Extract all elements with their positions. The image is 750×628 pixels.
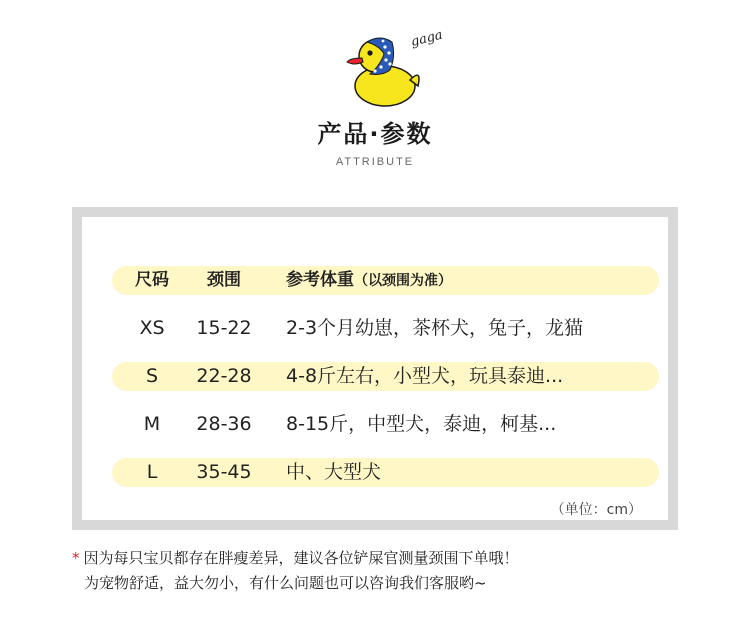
header-size: 尺码 [135, 270, 169, 290]
row-neck: 28-36 [196, 413, 252, 435]
asterisk-mark: * [72, 549, 80, 567]
duck-logo-icon [340, 20, 460, 115]
notes-line-1: * 因为每只宝贝都存在胖瘦差异，建议各位铲屎官测量颈围下单哦！ [72, 549, 519, 567]
row-size: XS [139, 317, 165, 339]
row-neck: 22-28 [196, 365, 252, 387]
sizing-notes [72, 546, 519, 596]
page-subtitle: ATTRIBUTE [335, 156, 415, 168]
header-neck: 颈围 [207, 270, 241, 290]
row-neck: 15-22 [196, 317, 252, 339]
row-desc: 4-8斤左右，小型犬，玩具泰迪... [286, 365, 564, 387]
size-table-frame [72, 207, 678, 530]
duck-caption: gaga [409, 27, 445, 50]
unit-label: （单位：cm） [550, 502, 642, 518]
row-size: S [145, 365, 159, 387]
row-size: M [143, 413, 161, 435]
row-neck: 35-45 [196, 461, 252, 483]
header-weight: 参考体重（以颈围为准） [286, 270, 452, 290]
size-table [82, 217, 668, 520]
table-row [112, 362, 659, 391]
notes-line-2: 为宠物舒适，益大勿小，有什么问题也可以咨询我们客服哟~ [84, 574, 487, 592]
row-desc: 中、大型犬 [286, 461, 382, 483]
row-desc: 2-3个月幼崽，茶杯犬，兔子，龙猫 [286, 317, 584, 339]
table-row [112, 410, 659, 439]
page-title: 产品·参数 [317, 120, 433, 148]
row-desc: 8-15斤，中型犬，泰迪，柯基... [286, 413, 557, 435]
header-weight-note: （以颈围为准） [354, 273, 452, 289]
table-row [112, 458, 659, 487]
table-row [112, 314, 659, 343]
table-header-row [112, 266, 659, 295]
row-size: L [146, 461, 158, 483]
